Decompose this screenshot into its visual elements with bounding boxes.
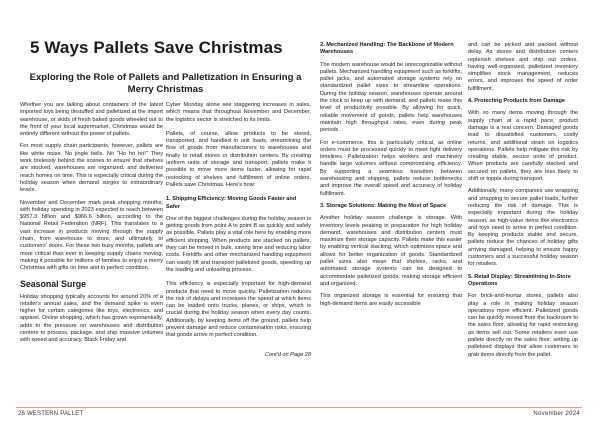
paragraph: For most supply chain participants, however, pallets are like white noise. No jingle bells. No "Ho ho ho!" They work tirelessly behind the scenes to ensure that shelves are stocked, warehouses are organized, and deliveries reach homes on time. This is especially critical during the holiday season when demand surges to extraordinary levels. [20, 143, 163, 194]
subheading-storage-solutions: 3. Storage Solutions: Making the Most of Space [320, 202, 447, 209]
continued-note: Cont'd on Page 28 [264, 351, 311, 358]
section-heading-seasonal-surge: Seasonal Surge [20, 278, 87, 289]
paragraph: Pallets, of course, allow products to be stored, transported, and handled in unit loads, streamlining the flow of goods from manufacturers to warehouses and finally to retail stores or distribution centers. By creating uniform units of storage and transport, pallets make it possible to move more items faster, allowing for rapid restocking of shelves and fulfillment of online orders. Pallets save Christmas. Here's how: [166, 130, 311, 188]
paragraph: Holiday shopping typically accounts for around 20% of a retailer's annual sales, and the demand spike is even higher for certain categories like toys, electronics, and apparel. Online shopping, which has grown exponentially, adds to the pressure on warehouses and distribution centers to process, package, and ship massive volumes with speed and accuracy. Black Friday and [20, 293, 163, 344]
article-title: 5 Ways Pallets Save Christmas [30, 38, 283, 57]
footer-page-number-publication: 28 WESTERN PALLET [18, 411, 84, 417]
footer-issue-date: November 2024 [533, 411, 580, 417]
paragraph: With so many items moving through the supply chain at a rapid pace, product damage is a real concern. Damaged goods lead to dissatisfied customers, costly returns, and additional strain on logistics operations. Pallets help mitigate this risk by creating stable, secure units of product. When products are carefully stacked and secured on pallets, they are less likely to shift or topple during transport. [468, 110, 578, 183]
paragraph: This organized storage is essential for ensuring that high-demand items are easily accessible [320, 293, 462, 307]
article-subtitle: Exploring the Role of Pallets and Palletization in Ensuring a Merry Christmas [29, 72, 302, 95]
paragraph: and can be picked and packed without delay. As stores and distribution centers replenish shelves and ship out orders, having well-organized, palletized inventory simplifies stock management, reduces errors, and improves the speed of order fulfillment. [468, 42, 578, 92]
paragraph: Additionally, many companies use wrapping and strapping to secure pallet loads, further reducing the risk of damage. This is especially important during the holiday season, as high-value items like electronics and toys need to arrive in perfect condition. By keeping products stable and secure, pallets reduce the chances of holiday gifts arriving damaged, helping to ensure happy customers and a successful holiday season for retailers. [468, 188, 578, 268]
paragraph: Another holiday season challenge is storage. With inventory levels peaking in preparation for high holiday demand, warehouses and distribution centers must maximize their storage capacity. Pallets make this easier by enabling vertical stacking, which optimizes space and allows for better organization of goods. Standardized pallet sizes also mean that shelves, racks, and automated storage systems can be designed to accommodate palletized goods, making storage efficient and organized. [320, 215, 462, 287]
subheading-mechanized-handling: 2. Mechanized Handling: The Backbone of Modern Warehouses [320, 42, 454, 56]
column-1 [20, 102, 163, 407]
subheading-shipping-efficiency: 1. Shipping Efficiency: Moving Goods Faster and Safer [166, 196, 297, 210]
paragraph: For brick-and-mortar stores, pallets also play a role in making holiday season operations more efficient. Palletized goods can be quickly moved from the backroom to the sales floor, allowing for rapid restocking as items sell out. Some retailers even use pallets directly on the sales floor, setting up palletized displays that allow customers to grab items directly from the pallet. [468, 293, 578, 358]
paragraph: One of the biggest challenges during the holiday season is getting goods from point A to point B as quickly and safely as possible. Pallets play a vital role here by enabling more efficient shipping. When products are stacked on pallets, they can be moved in bulk, saving time and reducing labor costs. Forklifts and other mechanized handling equipment can easily lift and transport palletized goods, speeding up the loading and unloading process. [166, 215, 311, 273]
column-2 [166, 102, 311, 407]
subheading-protecting-products: 4. Protecting Products from Damage [468, 98, 565, 105]
paragraph: This efficiency is especially important for high-demand products that need to move quickly. Palletization reduces the risk of delays and increases the speed at which items can be loaded onto trucks, planes, or ships, which is crucial during the holiday season when every day counts. Additionally, by keeping items off the ground, pallets help prevent damage and reduce contamination risks, ensuring that goods arrive in perfect condition. [166, 281, 311, 339]
paragraph: Whether you are talking about containers of the latest imported toys being destuffed and palletized at the import warehouse, or skids of fresh baked goods wheeled out to the front of your local supermarket, Christmas would be entirely different without the power of pallets. [20, 102, 163, 138]
page-footer [16, 407, 582, 422]
subheading-retail-display: 5. Retail Display: Streamlining In-Store Operations [468, 273, 571, 287]
column-3 [320, 42, 462, 408]
paragraph: The modern warehouse would be unrecognizable without pallets. Mechanized handling equipment such as forklifts, pallet jacks, and automated storage systems rely on standardized pallet sizes to streamline operations. During the holiday season, warehouses operate around the clock to keep up with demand, and pallets make this level of productivity possible. By allowing for quick, reliable movement of goods, pallets help warehouses maintain high throughput rates, even during peak periods. [320, 61, 462, 134]
paragraph: November and December mark peak shopping months, with holiday spending in 2023 expected to reach between $957.3 billion and $966.6 billion, according to the National Retail Federation (NRF). This translates to a vast increase in products moving through the supply chain, from warehouse to store, and ultimately, to customers' doors. For these two busy months, pallets are more critical than ever in keeping supply chains moving, making it possible for millions of families to enjoy a merry Christmas with gifts on time and in perfect condition. [20, 199, 163, 272]
column-4 [468, 42, 578, 408]
paragraph: For e-commerce, this is particularly critical, as online orders must be processed quickly to meet tight delivery timelines. Palletization helps workers and machinery handle large volumes without compromising efficiency. By supporting a seamless transition between warehousing and shipping, pallets reduce bottlenecks and improve the overall speed and accuracy of holiday fulfillment. [320, 139, 462, 197]
paragraph: Cyber Monday alone see staggering increases in sales, which means that throughout November and December, the logistics sector is stretched to its limits. [166, 102, 311, 123]
